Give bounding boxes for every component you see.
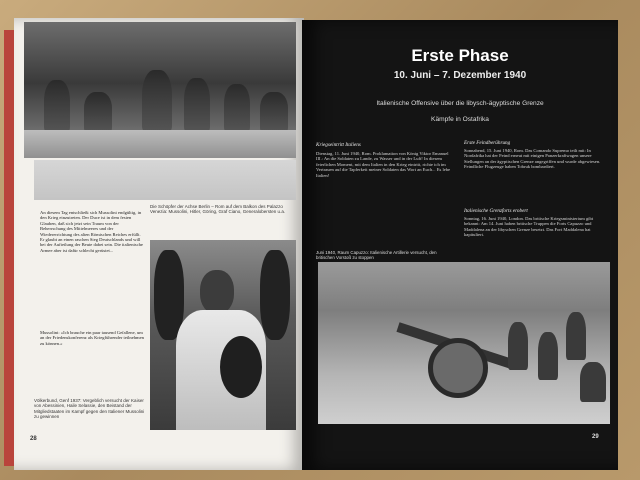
figure-silhouette	[224, 84, 250, 132]
column-2-heading-2: Italienische Grenzforts erobert	[464, 208, 528, 214]
balcony-ledge	[24, 130, 296, 158]
figure-silhouette	[44, 80, 70, 132]
soldier-silhouette	[580, 362, 606, 402]
soldier-silhouette	[508, 322, 528, 370]
soldier-silhouette	[538, 332, 558, 380]
figure-silhouette	[142, 70, 172, 132]
page-title: Erste Phase	[411, 46, 509, 65]
column-2-text: Sonnabend, 15. Juni 1940, Rom. Das Comando Supremo teilt mit: In Nordafrika hat der Feind erneut mit einigen Panzerkraftwagen unsere Stellungen an der ägyptischen Grenze angegriffen und wurde abgewiesen. Feindliche Flugzeuge haben Tobruk bombardiert.	[464, 148, 601, 170]
subtitle-east-africa: Kämpfe in Ostafrika	[431, 116, 489, 123]
book-cover-edge	[4, 30, 14, 466]
column-1-heading: Kriegseintritt Italiens	[316, 142, 361, 148]
artillery-photo-caption: Juni 1940, Raum Capuzzo: Italienische Artillerie versucht, den britischen Vorstoß zu stoppen	[316, 250, 437, 261]
portrait-caption: Völkerbund, Genf 1937: Vergeblich versucht der Kaiser von Abessinien, Haile Selassie, den Beistand der Mitgliedstaaten im Kampf gegen den Italiener Mussolini zu gewinnen	[34, 398, 145, 419]
balcony-wall	[34, 160, 296, 200]
held-hat	[220, 336, 262, 398]
left-body-text: An diesem Tag entschließt sich Mussolini endgültig, in den Krieg einzutreten. Der Duce ist in dem festen Glauben, daß sich jetzt sein Traum von der Beherrschung des Mittelmeeres und der Wiedererrichtung des alten Römischen Reiches erfüllt. Er glaubt an einen raschen Sieg Deutschlands und will bei der Aufteilung der Beute dabei sein. Die italienische Armee aber ist dafür schlecht gerüstet...	[40, 210, 143, 253]
left-page-number: 28	[30, 436, 37, 442]
figure-head	[200, 270, 234, 314]
column-1-text: Dienstag, 11. Juni 1940, Rom. Proklamation von König Viktor Emanuel III.: An die Soldaten zu Lande, zu Wasser und in der Luft! In diesem feierlichen Moment, mit dem Italien in den Krieg eintritt, richte ich im Vertrauen auf die Tapferkeit meiner Soldaten das Wort an Euch... Es lebe Italien!	[316, 151, 451, 178]
artillery-photo	[318, 262, 610, 424]
left-body-text-end: Mussolini: »Ich brauche ein paar tausend Gefallene, um an der Friedenskonferenz als Kriegführender teilnehmen zu können.«	[40, 330, 144, 346]
soldier-silhouette	[566, 312, 586, 360]
column-2-heading: Erste Feindberührung	[464, 140, 511, 146]
figure-silhouette	[84, 92, 112, 132]
column-2-text-2: Sonntag, 16. Juni 1940, London. Das britische Kriegsministerium gibt bekannt: Am 14. Juni haben britische Truppen die Forts Capuzzo und Maddalena an der libyschen Grenze besetzt. Das Fort Maddalena hat kapituliert.	[464, 216, 594, 238]
balcony-photo	[24, 22, 296, 158]
figure-silhouette	[260, 92, 288, 132]
period-dates: 10. Juni – 7. Dezember 1940	[393, 70, 527, 81]
subtitle-offensive: Italienische Offensive über die libysch-ägyptische Grenze	[376, 100, 544, 107]
figure-silhouette	[184, 78, 210, 132]
gun-wheel	[428, 338, 488, 398]
right-page-number: 29	[592, 434, 599, 440]
portrait-photo	[150, 240, 296, 430]
figure-silhouette	[260, 250, 290, 340]
top-photo-caption: Die Schöpfer der Achse Berlin – Rom auf dem Balkon des Palazzo Venezia: Mussolini, Hitler, Göring, Graf Ciano, Generalobersten u.a.	[150, 204, 286, 215]
